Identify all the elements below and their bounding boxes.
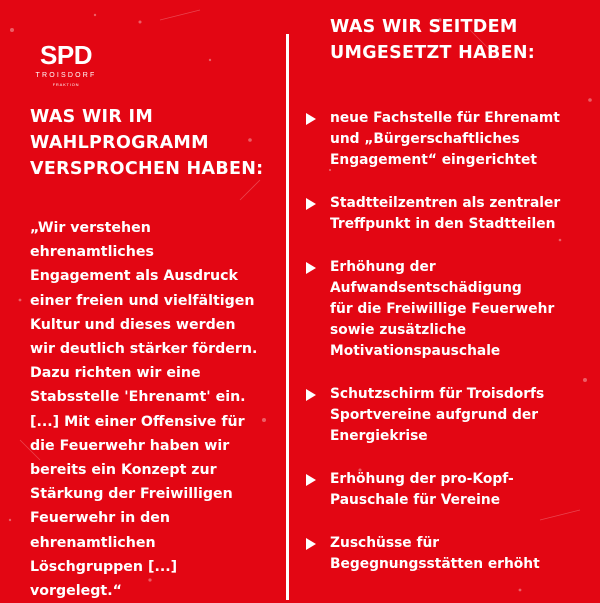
item-line: für die Freiwillige Feuerwehr [330, 301, 555, 317]
item-line: neue Fachstelle für Ehrenamt [330, 110, 560, 126]
logo-wordmark: SPD [40, 40, 92, 70]
arrow-icon [306, 474, 316, 486]
item-line: und „Bürgerschaftliches [330, 131, 520, 147]
quote-line: Engagement als Ausdruck [30, 268, 238, 285]
item-line: Sportvereine aufgrund der [330, 407, 539, 423]
arrow-icon [306, 262, 316, 274]
manifesto-quote [30, 216, 280, 603]
column-divider [286, 34, 289, 600]
achievement-item [300, 193, 592, 235]
item-line: Stadtteilzentren als zentraler [330, 195, 561, 211]
quote-line: Stärkung der Freiwilligen [30, 486, 233, 503]
spd-logo [30, 42, 102, 87]
quote-line: vorgelegt.“ [30, 583, 122, 600]
heading-line: WAHLPROGRAMM [30, 133, 209, 153]
promises-column [30, 104, 280, 603]
logo-tagline: FRAKTION [52, 82, 80, 87]
item-line: Begegnungsstätten erhöht [330, 556, 540, 572]
arrow-icon [306, 538, 316, 550]
logo-location: TROISDORF [35, 72, 97, 79]
quote-line: Kultur und dieses werden [30, 316, 236, 333]
arrow-icon [306, 113, 316, 125]
quote-line: Löschgruppen [...] [30, 558, 178, 575]
item-line: Energiekrise [330, 428, 428, 444]
item-line: Pauschale für Vereine [330, 492, 501, 508]
quote-line: ehrenamtlichen [30, 534, 156, 551]
item-line: Motivationspauschale [330, 343, 501, 359]
promises-heading [30, 104, 280, 182]
item-line: Zuschüsse für [330, 535, 440, 551]
heading-line: WAS WIR IM [30, 107, 154, 127]
heading-line: VERSPROCHEN HABEN: [30, 159, 264, 179]
achievements-column [300, 14, 592, 597]
item-line: Aufwandsentschädigung [330, 280, 522, 296]
quote-line: einer freien und vielfältigen [30, 292, 255, 309]
quote-line: bereits ein Konzept zur [30, 462, 217, 479]
achievement-list [300, 108, 592, 575]
arrow-icon [306, 198, 316, 210]
quote-line: Stabsstelle 'Ehrenamt' ein. [30, 389, 246, 406]
arrow-icon [306, 389, 316, 401]
item-line: sowie zusätzliche [330, 322, 467, 338]
achievement-item [300, 384, 592, 447]
achievement-item [300, 469, 592, 511]
quote-line: „Wir verstehen [30, 220, 151, 236]
heading-line: UMGESETZT HABEN: [330, 43, 536, 63]
item-line: Treffpunkt in den Stadtteilen [330, 216, 556, 232]
item-line: Erhöhung der pro-Kopf- [330, 471, 514, 487]
quote-line: die Feuerwehr haben wir [30, 437, 230, 454]
quote-line: [...] Mit einer Offensive für [30, 413, 245, 430]
quote-line: Dazu richten wir eine [30, 365, 201, 382]
quote-line: ehrenamtliches [30, 244, 154, 261]
achievement-item [300, 108, 592, 171]
quote-line: wir deutlich stärker fördern. [30, 341, 258, 358]
achievement-item [300, 533, 592, 575]
achievement-item [300, 257, 592, 362]
item-line: Engagement“ eingerichtet [330, 152, 537, 168]
achievements-heading [330, 14, 592, 66]
item-line: Erhöhung der [330, 259, 436, 275]
heading-line: WAS WIR SEITDEM [330, 17, 518, 37]
item-line: Schutzschirm für Troisdorfs [330, 386, 545, 402]
quote-line: Feuerwehr in den [30, 510, 171, 527]
